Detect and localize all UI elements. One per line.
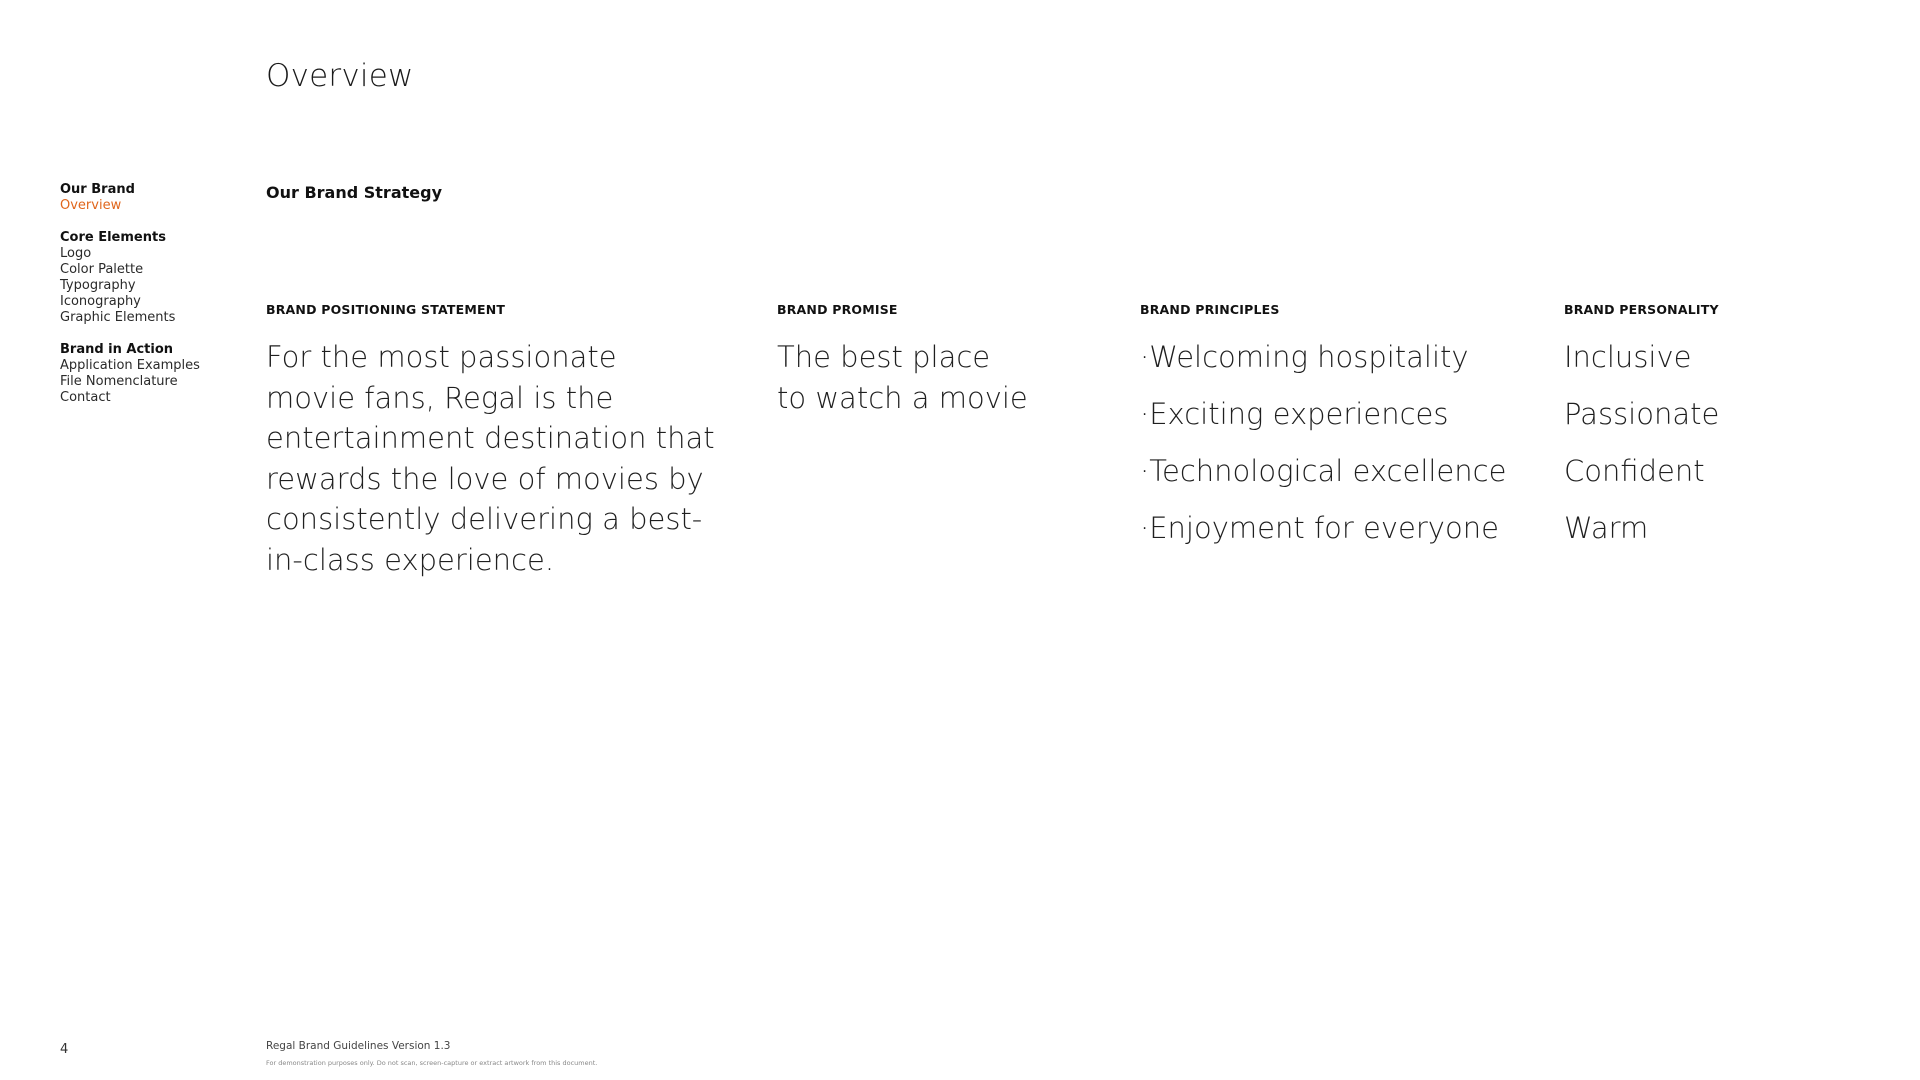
- page-title: Overview: [266, 58, 414, 94]
- list-item: ·Exciting experiences: [1140, 397, 1449, 431]
- positioning-statement-text: [266, 337, 726, 580]
- nav-group-title[interactable]: Core Elements: [60, 230, 166, 245]
- list-item: Warm: [1564, 511, 1649, 545]
- sidebar-item-application-examples[interactable]: Application Examples: [60, 358, 200, 373]
- column-heading: BRAND POSITIONING STATEMENT: [266, 302, 506, 317]
- brand-promise-column: [777, 302, 1107, 418]
- sidebar-item-color-palette[interactable]: Color Palette: [60, 262, 144, 277]
- list-item: ·Welcoming hospitality: [1140, 340, 1469, 374]
- list-item: Confident: [1564, 454, 1705, 488]
- list-item: Passionate: [1564, 397, 1720, 431]
- text-line: entertainment destination that: [266, 421, 715, 455]
- text-line: movie fans, Regal is the: [266, 380, 614, 415]
- column-heading: BRAND PERSONALITY: [1564, 302, 1719, 317]
- nav-group-our-brand: [60, 182, 260, 214]
- brand-promise-text: [777, 337, 1107, 418]
- list-item: ·Enjoyment for everyone: [1140, 511, 1499, 545]
- nav-group-title[interactable]: Brand in Action: [60, 342, 174, 357]
- column-heading: BRAND PRINCIPLES: [1140, 302, 1280, 317]
- list-item: ·Technological excellence: [1140, 454, 1507, 488]
- sidebar-item-contact[interactable]: Contact: [60, 390, 111, 405]
- section-title: Our Brand Strategy: [266, 183, 442, 202]
- nav-group-title[interactable]: Our Brand: [60, 182, 135, 197]
- sidebar-item-overview[interactable]: Overview: [60, 198, 122, 213]
- text-line: rewards the love of movies by: [266, 461, 704, 496]
- text-line: in-class experience.: [266, 542, 555, 577]
- brand-personality-column: [1564, 302, 1884, 565]
- text-line: to watch a movie: [777, 380, 1028, 415]
- sidebar-item-iconography[interactable]: Iconography: [60, 294, 141, 309]
- column-heading: BRAND PROMISE: [777, 302, 898, 317]
- text-line: The best place: [777, 340, 991, 374]
- sidebar-item-file-nomenclature[interactable]: File Nomenclature: [60, 374, 178, 389]
- text-line: For the most passionate: [266, 340, 617, 374]
- text-line: consistently delivering a best-: [266, 502, 703, 536]
- sidebar-nav: [60, 182, 260, 422]
- sidebar-item-logo[interactable]: Logo: [60, 246, 92, 261]
- nav-group-brand-in-action: [60, 342, 260, 406]
- positioning-statement-column: [266, 302, 726, 580]
- brand-principles-column: [1140, 302, 1540, 565]
- nav-group-core-elements: [60, 230, 260, 326]
- sidebar-item-graphic-elements[interactable]: Graphic Elements: [60, 310, 176, 325]
- footer-title: Regal Brand Guidelines Version 1.3: [266, 1040, 451, 1052]
- sidebar-item-typography[interactable]: Typography: [60, 278, 136, 293]
- list-item: Inclusive: [1564, 340, 1692, 374]
- footer-disclaimer: For demonstration purposes only. Do not scan, screen-capture or extract artwork from this document.: [266, 1059, 598, 1067]
- page-number: 4: [60, 1042, 69, 1057]
